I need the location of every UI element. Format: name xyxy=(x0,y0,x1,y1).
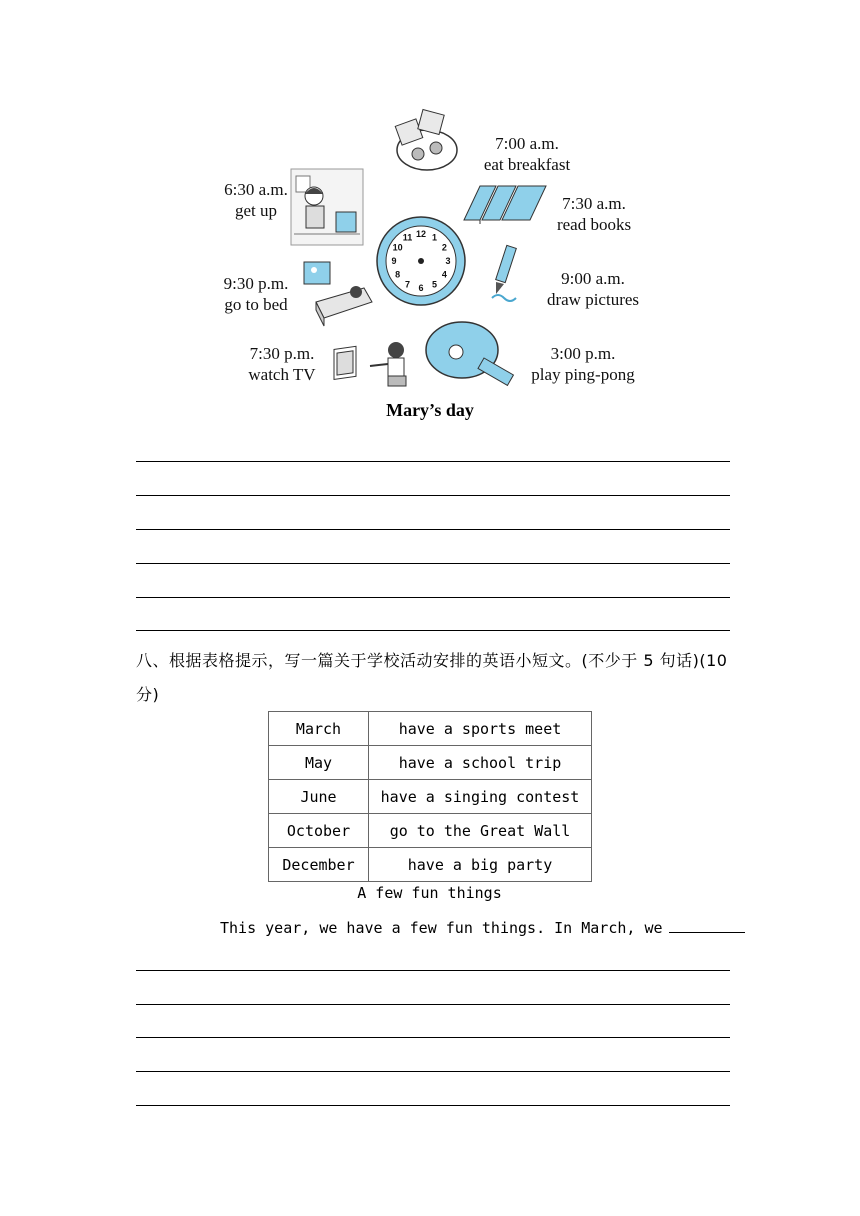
clock-number: 11 xyxy=(402,232,413,243)
event-cell: go to the Great Wall xyxy=(369,814,592,848)
table-row xyxy=(269,712,592,746)
writing-line[interactable] xyxy=(136,630,730,631)
books-icon xyxy=(460,180,550,226)
books-time: 7:30 a.m. xyxy=(562,194,626,213)
clock-number: 12 xyxy=(415,229,427,239)
clock-number: 4 xyxy=(441,269,447,280)
ping-pong-label xyxy=(524,343,642,385)
bed-time: 9:30 p.m. xyxy=(223,274,289,293)
watching-tv-icon xyxy=(330,338,410,394)
draw-time: 9:00 a.m. xyxy=(561,269,625,288)
bed-label xyxy=(210,273,302,315)
clock-number: 3 xyxy=(445,256,451,266)
table-row xyxy=(269,848,592,882)
ping-pong-activity: play ping-pong xyxy=(531,365,635,384)
illustration-caption: Mary’s day xyxy=(386,400,474,420)
answer-blank[interactable] xyxy=(669,918,745,933)
clock-number: 9 xyxy=(391,256,397,266)
get-up-time: 6:30 a.m. xyxy=(224,180,288,199)
writing-line[interactable] xyxy=(136,529,730,530)
marys-day-illustration xyxy=(0,0,860,440)
event-cell: have a school trip xyxy=(369,746,592,780)
ping-pong-time: 3:00 p.m. xyxy=(550,344,616,363)
marker-pen-icon xyxy=(486,244,522,306)
table-row xyxy=(269,814,592,848)
section-8-instruction: 八、根据表格提示，写一篇关于学校活动安排的英语小短文。(不少于 5 句话)(10 分) xyxy=(136,651,728,704)
essay-starter-text: This year, we have a few fun things. In March, we xyxy=(220,919,663,937)
clock-number: 7 xyxy=(404,279,411,290)
clock-icon xyxy=(375,215,467,307)
get-up-label xyxy=(206,179,306,221)
event-cell: have a singing contest xyxy=(369,780,592,814)
table-caption: A few fun things xyxy=(357,884,502,902)
clock-number: 6 xyxy=(418,283,424,293)
writing-line[interactable] xyxy=(136,970,730,971)
tv-label xyxy=(232,343,332,385)
tv-activity: watch TV xyxy=(248,365,316,384)
draw-label xyxy=(538,268,648,310)
draw-activity: draw pictures xyxy=(546,290,640,309)
breakfast-icon xyxy=(392,108,462,174)
writing-line[interactable] xyxy=(136,495,730,496)
event-cell: have a big party xyxy=(369,848,592,882)
writing-line[interactable] xyxy=(136,1105,730,1106)
books-label xyxy=(540,193,648,235)
clock-number: 5 xyxy=(431,279,438,290)
clock-number: 8 xyxy=(395,269,401,280)
essay-starter xyxy=(220,918,745,937)
writing-line[interactable] xyxy=(136,563,730,564)
event-cell: have a sports meet xyxy=(369,712,592,746)
clock-number: 10 xyxy=(392,242,403,253)
writing-line[interactable] xyxy=(136,1004,730,1005)
table-row xyxy=(269,746,592,780)
writing-line[interactable] xyxy=(136,1071,730,1072)
month-cell: October xyxy=(269,814,369,848)
bed-icon xyxy=(300,258,376,330)
month-cell: December xyxy=(269,848,369,882)
month-cell: June xyxy=(269,780,369,814)
bed-activity: go to bed xyxy=(224,295,288,314)
clock-number: 2 xyxy=(441,242,447,253)
tv-time: 7:30 p.m. xyxy=(249,344,315,363)
breakfast-activity: eat breakfast xyxy=(483,155,571,174)
activity-table xyxy=(268,711,592,882)
breakfast-time: 7:00 a.m. xyxy=(495,134,559,153)
ping-pong-paddle-icon xyxy=(422,318,522,390)
table-row xyxy=(269,780,592,814)
breakfast-label xyxy=(472,133,582,175)
month-cell: March xyxy=(269,712,369,746)
writing-line[interactable] xyxy=(136,461,730,462)
writing-line[interactable] xyxy=(136,1037,730,1038)
month-cell: May xyxy=(269,746,369,780)
books-activity: read books xyxy=(556,215,632,234)
writing-line[interactable] xyxy=(136,597,730,598)
clock-number: 1 xyxy=(431,232,438,243)
get-up-activity: get up xyxy=(234,201,278,220)
